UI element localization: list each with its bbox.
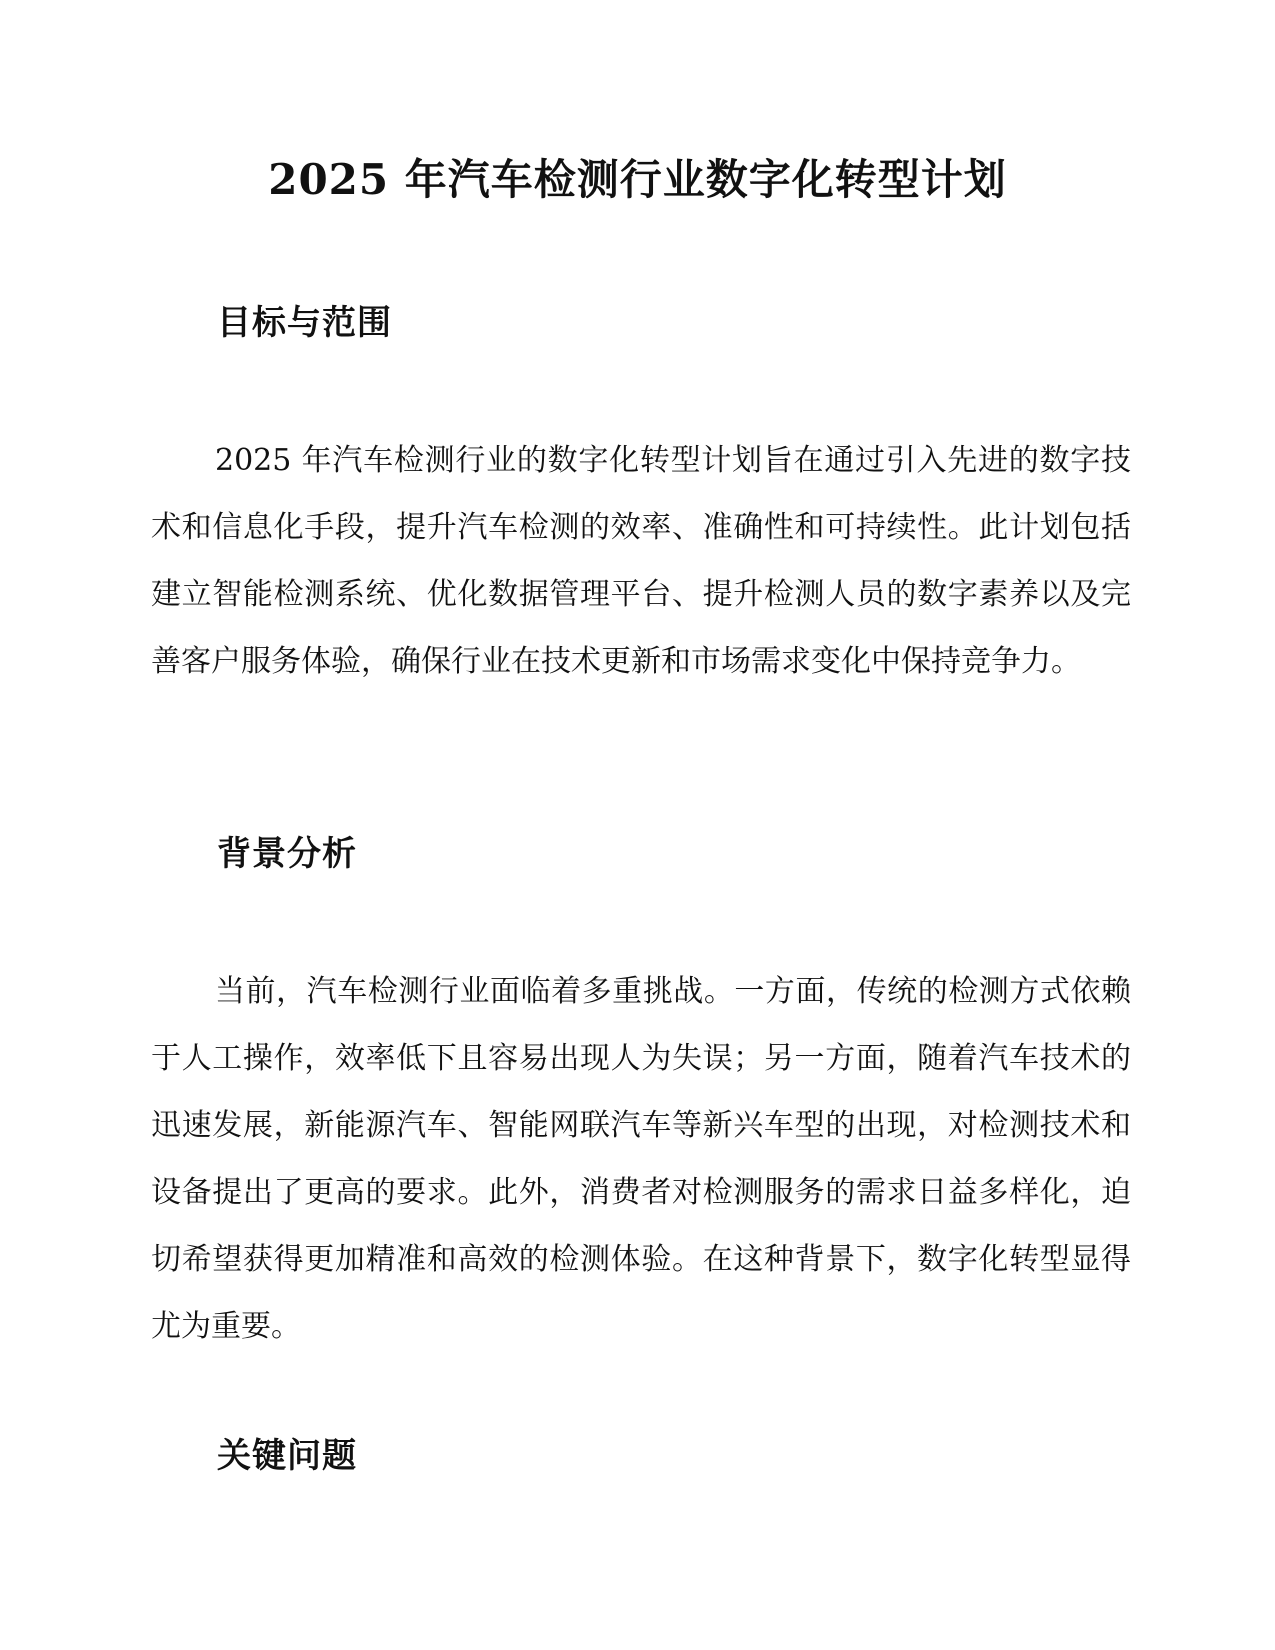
section-heading-background: 背景分析 [217,834,357,874]
section-heading-key-issues: 关键问题 [217,1436,357,1476]
section-paragraph-background: 当前，汽车检测行业面临着多重挑战。一方面，传统的检测方式依赖于人工操作，效率低下且容易出现人为失误；另一方面，随着汽车技术的迅速发展，新能源汽车、智能网联汽车等新兴车型的出现，对检测技术和设备提出了更高的要求。此外，消费者对检测服务的需求日益多样化，迫切希望获得更加精准和高效的检测体验。在这种背景下，数字化转型显得尤为重要。 [151,974,1131,1344]
document-title: 2025 年汽车检测行业数字化转型计划 [268,155,1007,204]
section-paragraph-goals-scope: 2025 年汽车检测行业的数字化转型计划旨在通过引入先进的数字技术和信息化手段，提升汽车检测的效率、准确性和可持续性。此计划包括建立智能检测系统、优化数据管理平台、提升检测人员的数字素养以及完善客户服务体验，确保行业在技术更新和市场需求变化中保持竞争力。 [151,443,1131,679]
section-heading-goals-scope: 目标与范围 [217,303,392,343]
